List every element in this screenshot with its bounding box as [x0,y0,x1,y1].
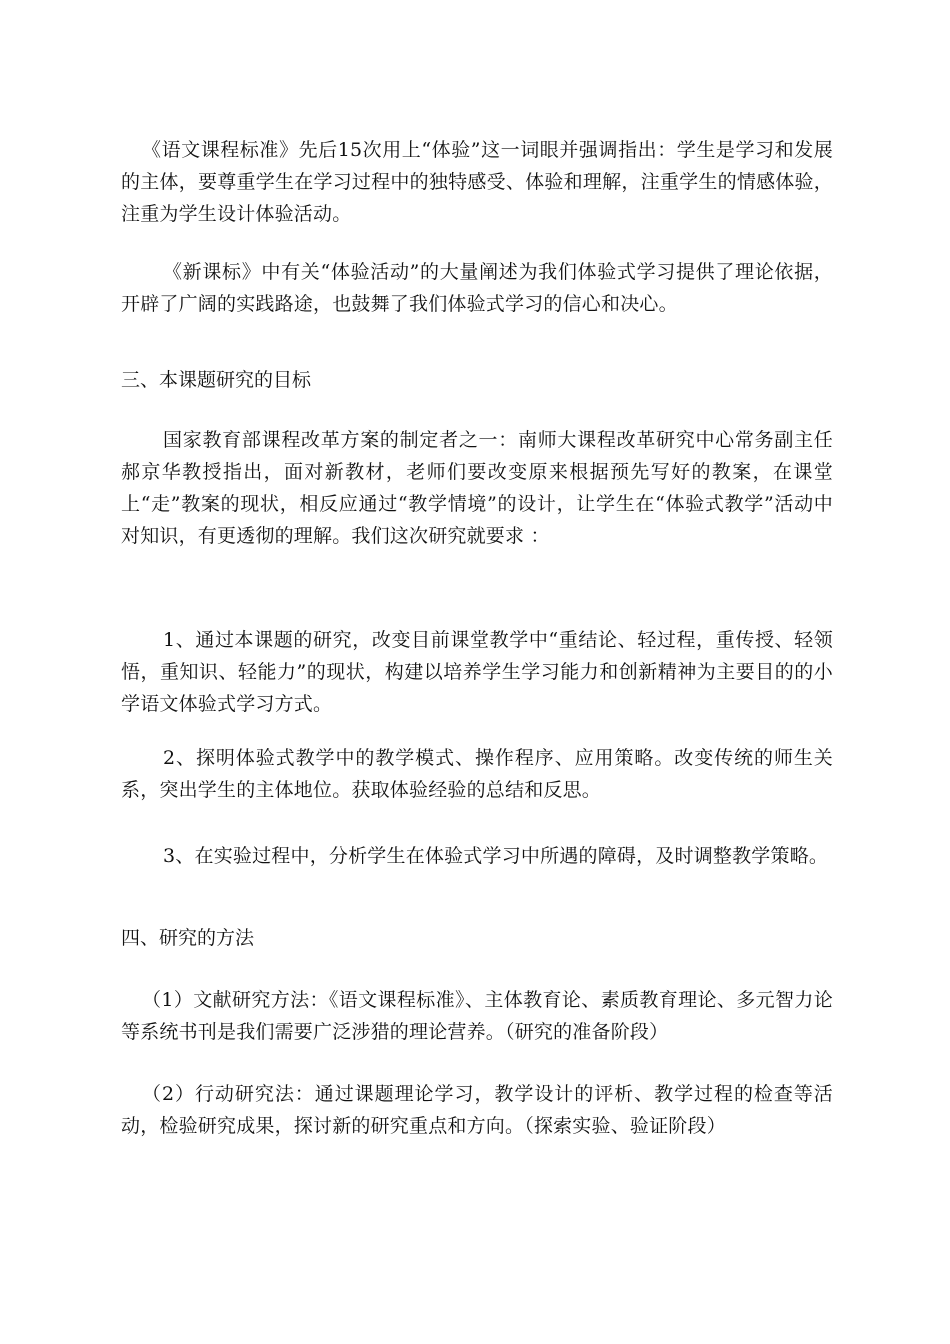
heading-research-goals: 三、本课题研究的目标 [121,369,312,391]
paragraph-goal-3: 3、在实验过程中，分析学生在体验式学习中所遇的障碍，及时调整教学策略。 [163,845,829,867]
paragraph-new-standard: 《新课标》中有关“体验活动”的大量阐述为我们体验式学习提供了理论依据，开辟了广阔的实践路途，也鼓舞了我们体验式学习的信心和决心。 [121,261,833,315]
paragraph-goal-2: 2、探明体验式教学中的教学模式、操作程序、应用策略。改变传统的师生关系，突出学生的主体地位。获取体验经验的总结和反思。 [121,747,833,801]
paragraph-goal-1: 1、通过本课题的研究，改变目前课堂教学中“重结论、轻过程，重传授、轻领悟，重知识、轻能力”的现状，构建以培养学生学习能力和创新精神为主要目的的小学语文体验式学习方式。 [121,629,833,715]
paragraph-professor-statement: 国家教育部课程改革方案的制定者之一：南师大课程改革研究中心常务副主任郝京华教授指出，面对新教材，老师们要改变原来根据预先写好的教案，在课堂上“走”教案的现状，相反应通过“教学情境”的设计，让学生在“体验式教学”活动中对知识，有更透彻的理解。我们这次研究就要求 ： [121,429,833,547]
paragraph-method-1: （1）文献研究方法：《语文课程标准》、主体教育论、素质教育理论、多元智力论等系统书刊是我们需要广泛涉猎的理论营养。（研究的准备阶段） [121,989,833,1043]
paragraph-curriculum-standard: 《语文课程标准》先后15次用上“体验”这一词眼并强调指出：学生是学习和发展的主体，要尊重学生在学习过程中的独特感受、体验和理解，注重学生的情感体验，注重为学生设计体验活动。 [121,139,833,225]
paragraph-method-2: （2）行动研究法：通过课题理论学习，教学设计的评析、教学过程的检查等活动，检验研究成果，探讨新的研究重点和方向。（探索实验、验证阶段） [121,1083,833,1137]
heading-research-methods: 四、研究的方法 [121,927,255,949]
